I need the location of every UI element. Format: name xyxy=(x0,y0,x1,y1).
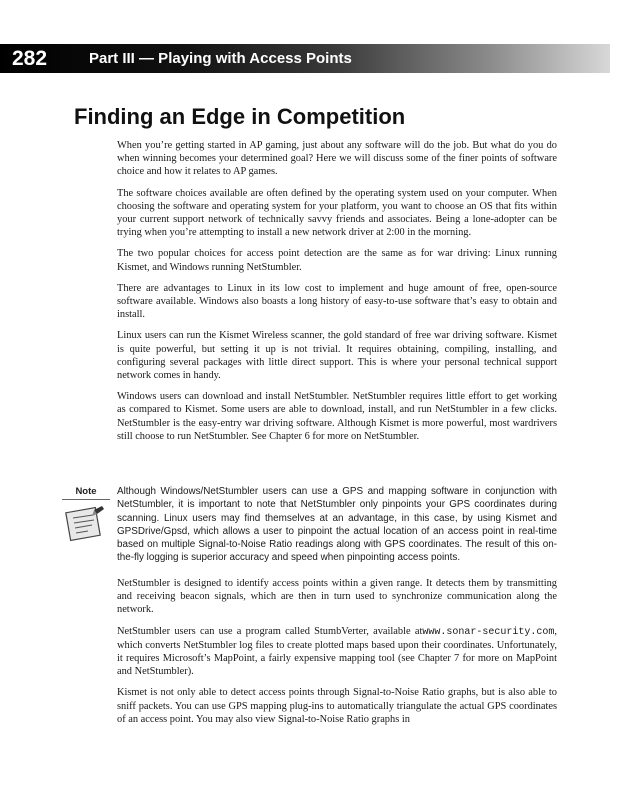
paragraph: NetStumbler is designed to identify access points within a given range. It detects them by transmitting and receiving beacon signals, which are then in turn used to synchronize communication along the network. xyxy=(117,578,557,616)
page-number: 282 xyxy=(12,47,48,70)
section-title: Finding an Edge in Competition xyxy=(74,104,406,129)
paragraph: Windows users can download and install NetStumbler. NetStumbler requires little effort to get working as compared to Kismet. Some users are able to download, install, and run NetStumbler in a few clicks. NetStumbler is the easy-entry war driving software. Although Kismet is more powerful, most wardrivers still choose to run NetStumbler. See Chapter 6 for more on NetStumbler. xyxy=(117,391,557,442)
paragraph: Kismet is not only able to detect access points through Signal-to-Noise Ratio graphs, but is also able to sniff packets. You can use GPS mapping plug-ins to automatically triangulate the actual GPS coordinates of an access point. You may also view Signal-to-Noise Ratio graphs in xyxy=(117,687,557,725)
note-label: Note xyxy=(62,485,110,500)
note-callout xyxy=(62,485,557,569)
body-text-top xyxy=(117,139,557,451)
paragraph: Linux users can run the Kismet Wireless scanner, the gold standard of free war driving software. Kismet is quite powerful, but setting it up is not trivial. It requires obtaining, compiling, installing, and configuring several packages with little direct support. This is where your personal technical support network comes in handy. xyxy=(117,330,557,382)
note-pencil-icon xyxy=(64,504,106,544)
paragraph: The two popular choices for access point detection are the same as for war driving: Linux running Kismet, and Windows running NetStumbler. xyxy=(117,248,557,273)
paragraph: The software choices available are often defined by the operating system used on your computer. When choosing the software and operating system for your platform, you want to choose an OS that fits within your current support network of technically savvy friends and associates. Being a lone-adopter can be trying when you’re attempting to install a new network driver at 2:00 in the morning. xyxy=(117,187,557,239)
note-text: Although Windows/NetStumbler users can use a GPS and mapping software in conjunction with NetStumbler, it is important to note that NetStumbler only pinpoints your GPS coordinates during scanning. Linux users may find themselves at an advantage, in this case, by using Kismet and GPSDrive/Gpsd, which allows a user to pinpoint the actual location of an access point in real-time based on multiple Signal-to-Noise Ratio readings along with GPS coordinates. The result of this on-the-fly logging is superior accuracy and speed when pinpointing access points. xyxy=(117,486,557,564)
part-title: Part III — Playing with Access Points xyxy=(89,50,352,67)
paragraph-text: NetStumbler users can use a program called StumbVerter, available at xyxy=(117,625,423,637)
paragraph-text: , which converts NetStumbler log files to create plotted maps based upon their coordinates. Unfortunately, it requires Microsoft’s MapPoint, a fairly expensive mapping tool (see Chapter 7 for more on MapPoint and NetStumbler). xyxy=(117,625,557,678)
body-text-bottom xyxy=(117,577,557,734)
chapter-header-bar xyxy=(0,44,610,73)
note-icon-wrap xyxy=(62,485,110,544)
paragraph: There are advantages to Linux in its low cost to implement and huge amount of free, open-source software available. Windows also boasts a long history of easy-to-use software that’s easy to obtain and install. xyxy=(117,282,557,321)
paragraph: When you’re getting started in AP gaming, just about any software will do the job. But what do you do when winning becomes your determined goal? Here we will discuss some of the finer points of software choice and how it relates to AP games. xyxy=(117,140,557,178)
url-text: www.sonar-security.com xyxy=(422,626,555,638)
paragraph xyxy=(117,625,557,679)
